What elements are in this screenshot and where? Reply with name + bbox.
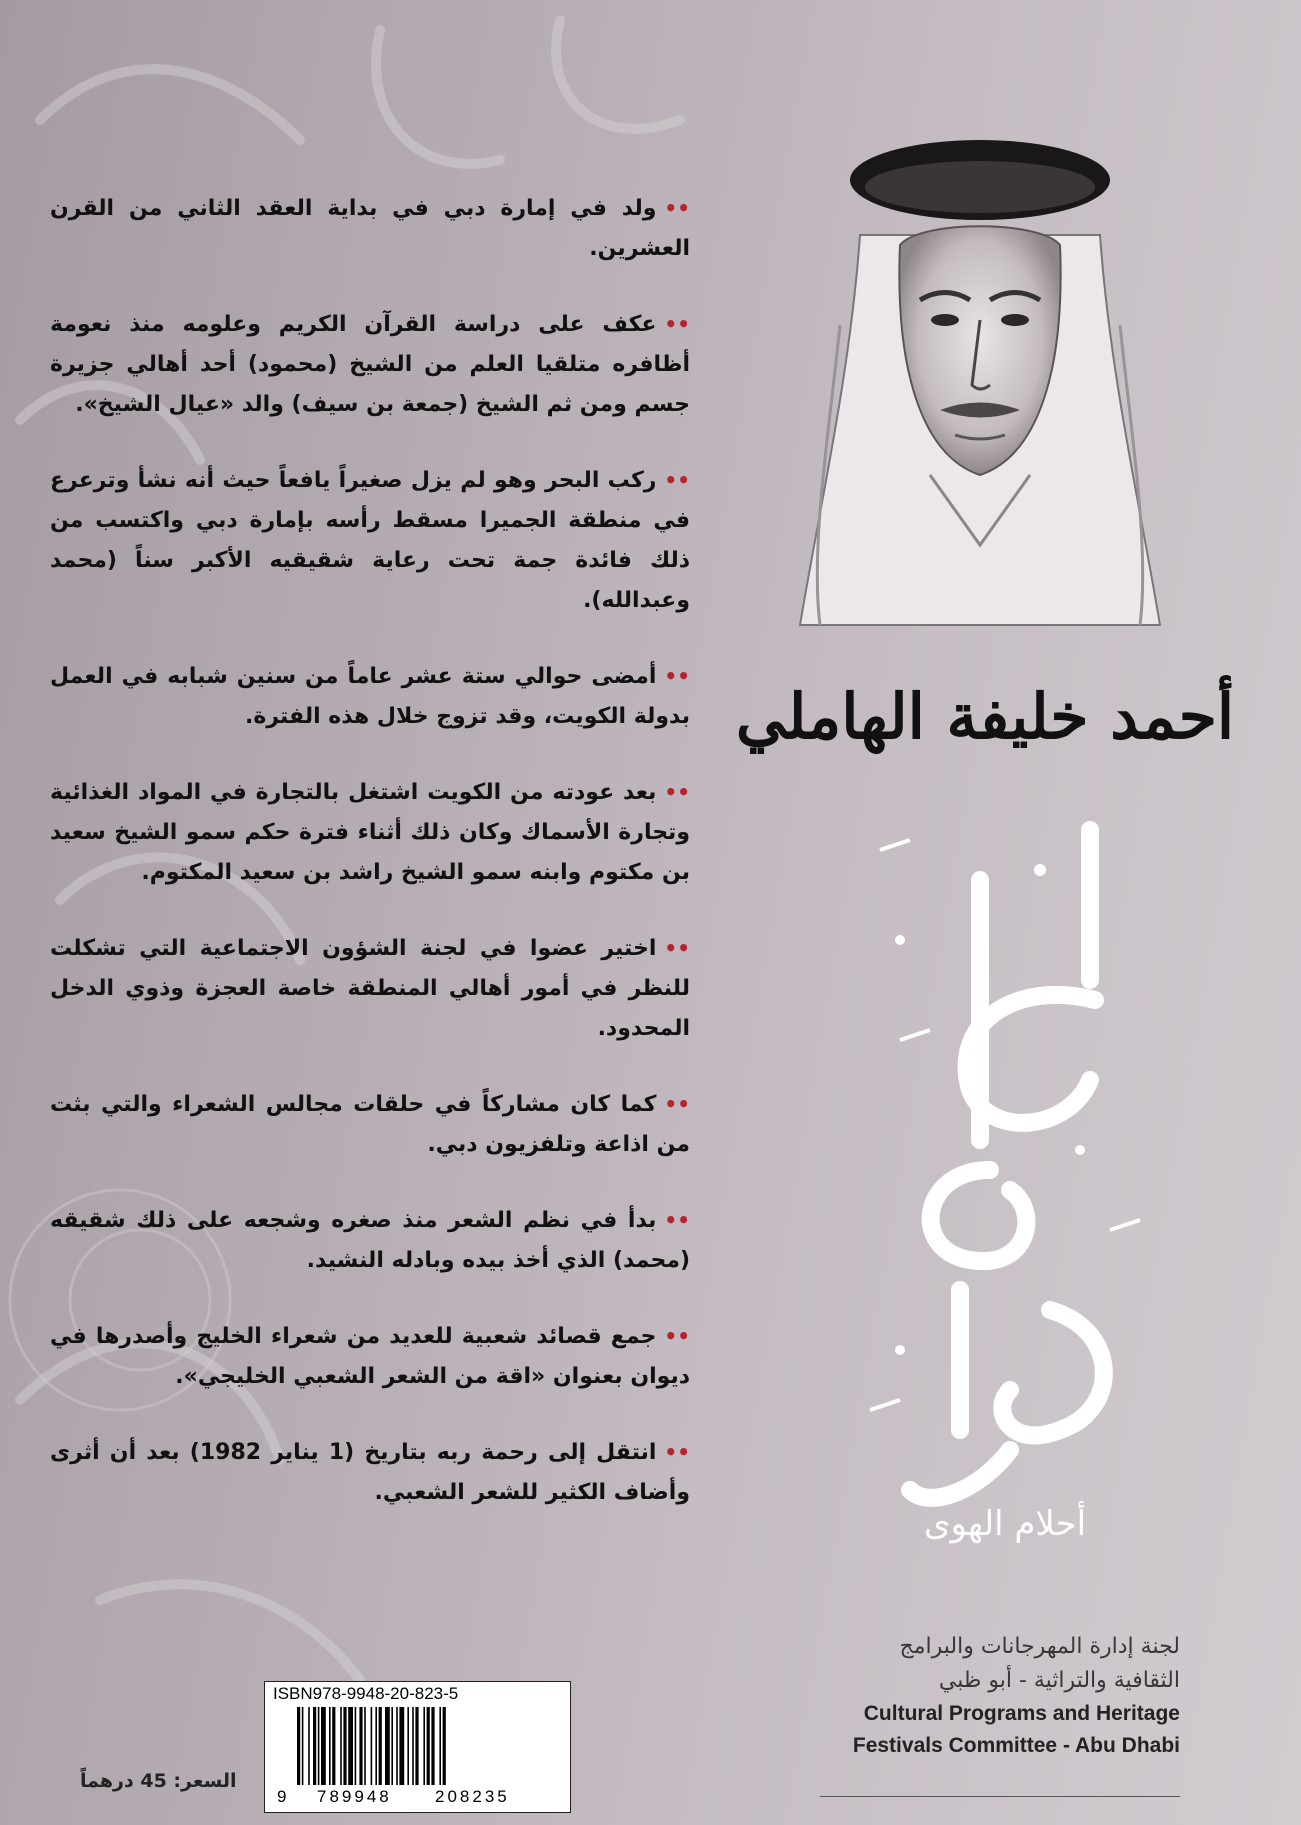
bullet-icon: •• [664,1208,690,1232]
barcode-bar [302,1707,304,1785]
barcode-bar [343,1707,346,1785]
bio-item: ••كما كان مشاركاً في حلقات مجالس الشعراء والتي بثت من اذاعة وتلفزيون دبي. [50,1092,690,1157]
barcode-bar [443,1707,446,1785]
publisher-arabic-line-1: لجنة إدارة المهرجانات والبرامج [899,1634,1180,1659]
bullet-icon: •• [664,936,690,960]
bio-item: ••أمضى حوالي ستة عشر عاماً من سنين شبابه في العمل بدولة الكويت، وقد تزوج خلال هذه الفترة. [50,664,690,729]
barcode-bar [407,1707,409,1785]
barcode [264,1681,571,1813]
barcode-bar [340,1707,342,1785]
bio-item: ••ولد في إمارة دبي في بداية العقد الثاني من القرن العشرين. [50,196,690,261]
bullet-icon: •• [664,312,690,336]
barcode-bars [297,1707,547,1787]
barcode-bar [348,1707,353,1785]
barcode-bar [415,1707,418,1785]
barcode-bar [412,1707,414,1785]
bio-item: ••اختير عضوا في لجنة الشؤون الاجتماعية التي تشكلت للنظر في أمور أهالي المنطقة خاصة العجزة وذوي الدخل المحدود. [50,936,690,1041]
publisher-divider [820,1796,1180,1797]
barcode-bar [318,1707,320,1785]
barcode-bar [371,1707,373,1785]
author-name: أحمد خليفة الهاملي [735,680,1235,753]
barcode-digit-first: 9 [277,1787,287,1806]
barcode-bar [431,1707,434,1785]
isbn-label: ISBN978-9948-20-823-5 [273,1684,459,1703]
bullet-icon: •• [664,1092,690,1116]
bio-item: ••انتقل إلى رحمة ربه بتاريخ (1 يناير 1982) بعد أن أثرى وأضاف الكثير للشعر الشعبي. [50,1440,690,1505]
barcode-bar [297,1707,300,1785]
publisher-block [820,1630,1180,1762]
bullet-icon: •• [664,1440,690,1464]
bullet-icon: •• [664,196,690,220]
author-portrait [780,125,1180,645]
publisher-english-line-2: Festivals Committee - Abu Dhabi [852,1734,1180,1757]
barcode-bar [321,1707,326,1785]
bio-item: ••جمع قصائد شعبية للعديد من شعراء الخليج وأصدرها في ديوان بعنوان «اقة من الشعر الشعبي الخليجي». [50,1324,690,1389]
barcode-digits-right: 208235 [435,1787,510,1806]
barcode-bar [423,1707,425,1785]
bio-item: ••بعد عودته من الكويت اشتغل بالتجارة في المواد الغذائية وتجارة الأسماك وكان ذلك أثناء فترة حكم سمو الشيخ سعيد بن مكتوم وابنه سمو الشيخ راشد بن سعيد المكتوم. [50,780,690,885]
bio-item: ••بدأ في نظم الشعر منذ صغره وشجعه على ذلك شقيقه (محمد) الذي أخذ بيده وبادله النشيد. [50,1208,690,1273]
barcode-bar [439,1707,441,1785]
bio-item: ••ركب البحر وهو لم يزل صغيراً يافعاً حيث أنه نشأ وترعرع في منطقة الجميرا مسقط رأسه بإمارة دبي واكتسب من ذلك فائدة جمة تحت رعاية شقيقيه الأكبر سناً (محمد وعبدالله). [50,468,690,613]
barcode-bar [385,1707,390,1785]
barcode-bar [399,1707,404,1785]
barcode-bar [329,1707,331,1785]
barcode-bar [391,1707,393,1785]
bullet-icon: •• [664,780,690,804]
barcode-bar [364,1707,366,1785]
price-label: السعر: 45 درهماً [80,1770,237,1792]
bullet-icon: •• [664,664,690,688]
barcode-bar [375,1707,377,1785]
book-title-calligraphy [840,790,1170,1550]
book-title-text: أحلام الهوى [923,1504,1087,1544]
barcode-digits-left: 789948 [317,1787,392,1806]
barcode-bar [332,1707,335,1785]
barcode-bar [379,1707,382,1785]
bullet-icon: •• [664,468,690,492]
bullet-icon: •• [664,1324,690,1348]
barcode-bar [355,1707,357,1785]
barcode-bar [396,1707,398,1785]
barcode-bar [427,1707,430,1785]
publisher-arabic-line-2: الثقافية والتراثية - أبو ظبي [938,1668,1180,1693]
barcode-bar [308,1707,310,1785]
barcode-bar [359,1707,362,1785]
bio-item: ••عكف على دراسة القرآن الكريم وعلومه منذ نعومة أظافره متلقيا العلم من الشيخ (محمود) أحد أهالي جزيرة جسم ومن ثم الشيخ (جمعة بن سيف) والد «عيال الشيخ». [50,312,690,417]
publisher-english-line-1: Cultural Programs and Heritage [863,1702,1180,1725]
barcode-bar [313,1707,316,1785]
biography-list [50,188,690,1548]
